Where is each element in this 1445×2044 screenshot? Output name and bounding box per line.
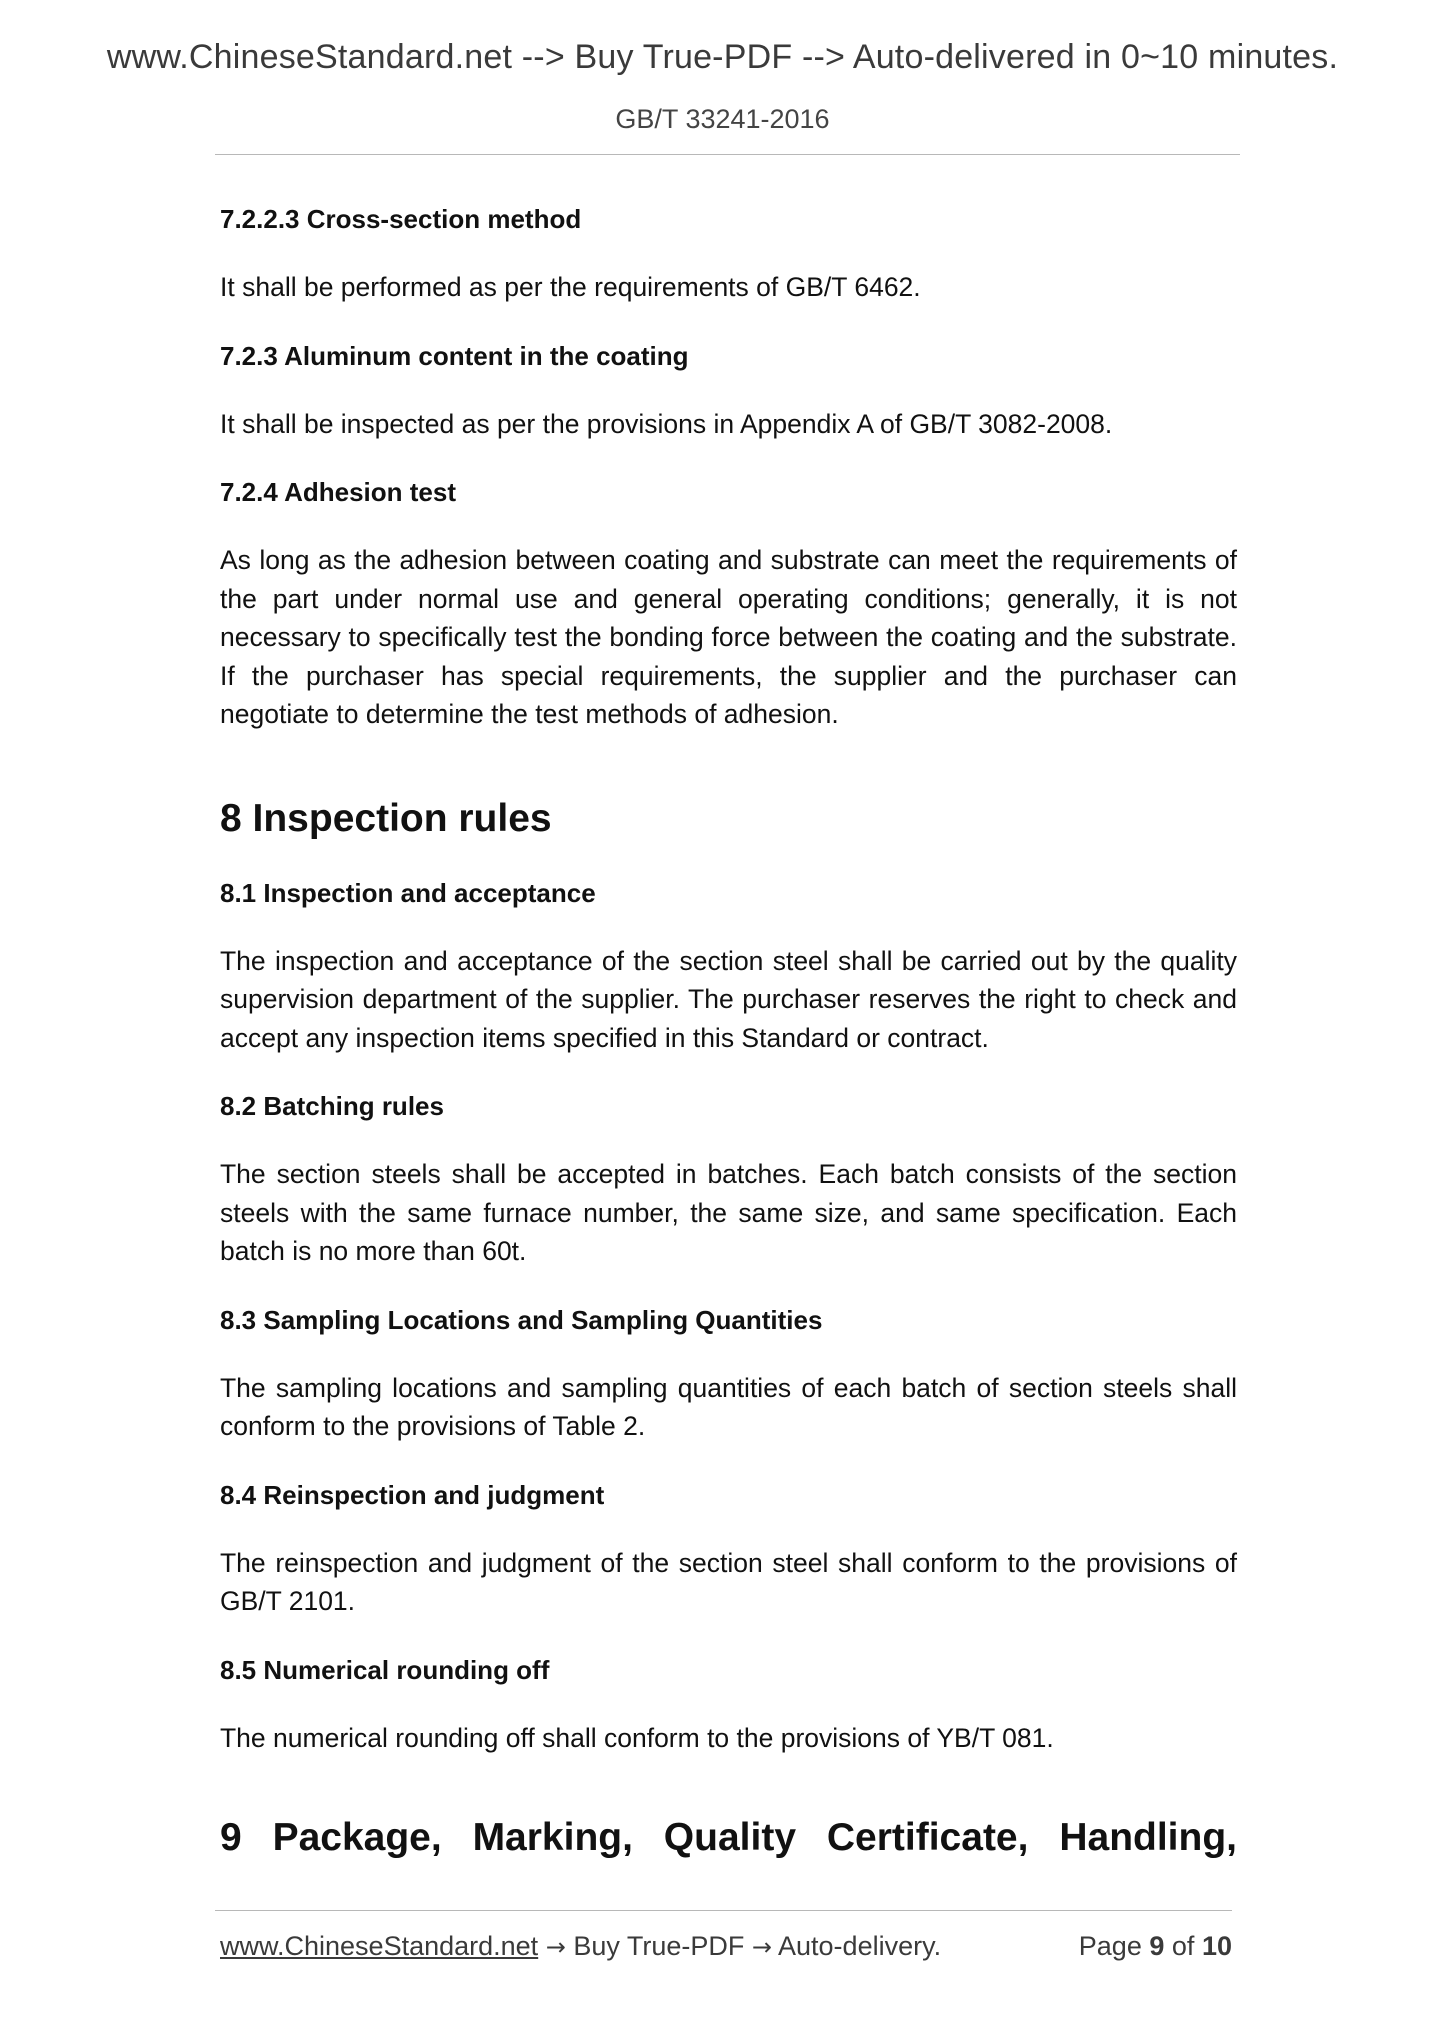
footer-delivery-text: Auto-delivery. <box>778 1931 942 1961</box>
footer-divider <box>215 1910 1232 1911</box>
current-page-number: 9 <box>1149 1931 1165 1961</box>
paragraph-8-1: The inspection and acceptance of the section steel shall be carried out by the quality supervision department of the supplier. The purchaser reserves the right to check and accept any inspection items specified in this Standard or contract. <box>220 945 1237 1053</box>
paragraph-7-2-4: As long as the adhesion between coating and substrate can meet the requirements of the part under normal use and general operating conditions; generally, it is not necessary to specifically test the bonding force between the coating and the substrate. If the purchaser has special requirements, the supplier and the purchaser can negotiate to determine the test methods of adhesion. <box>220 545 1237 729</box>
heading-8-4: 8.4 Reinspection and judgment <box>220 1479 605 1510</box>
header-divider <box>215 154 1240 155</box>
heading-7-2-4: 7.2.4 Adhesion test <box>220 477 456 507</box>
footer-promo <box>220 1928 941 1965</box>
arrow-right-icon: → <box>545 1933 566 1961</box>
footer-buy-text: Buy True-PDF <box>573 1931 745 1961</box>
site-banner: www.ChineseStandard.net --> Buy True-PDF --> Auto-delivered in 0~10 minutes. <box>106 38 1339 76</box>
heading-8-2: 8.2 Batching rules <box>220 1091 444 1121</box>
heading-7-2-2-3: 7.2.2.3 Cross-section method <box>220 204 582 234</box>
page-indicator <box>1079 1928 1232 1964</box>
heading-7-2-3: 7.2.3 Aluminum content in the coating <box>220 340 689 371</box>
heading-8: 8 Inspection rules <box>220 796 552 840</box>
total-pages-number: 10 <box>1201 1931 1232 1961</box>
paragraph-7-2-3: It shall be inspected as per the provisions in Appendix A of GB/T 3082-2008. <box>220 408 1113 439</box>
heading-8-1: 8.1 Inspection and acceptance <box>220 877 596 908</box>
document-code: GB/T 33241-2016 <box>615 104 830 134</box>
paragraph-8-4: The reinspection and judgment of the section steel shall conform to the provisions of GB/T 2101. <box>220 1547 1237 1616</box>
paragraph-8-2: The section steels shall be accepted in batches. Each batch consists of the section steels with the same furnace number, the same size, and same specification. Each batch is no more than 60t. <box>220 1159 1237 1266</box>
paragraph-8-3: The sampling locations and sampling quantities of each batch of section steels shall conform to the provisions of Table 2. <box>220 1372 1237 1441</box>
page-body <box>220 200 1237 1893</box>
arrow-right-icon: → <box>751 1933 772 1961</box>
of-label: of <box>1171 1931 1195 1961</box>
page-label: Page <box>1078 1931 1142 1961</box>
heading-8-5: 8.5 Numerical rounding off <box>220 1654 550 1685</box>
heading-9: 9 Package, Marking, Quality Certificate, Handling, <box>220 1816 1237 1859</box>
heading-8-3: 8.3 Sampling Locations and Sampling Quantities <box>220 1304 823 1335</box>
paragraph-7-2-2-3: It shall be performed as per the requirements of GB/T 6462. <box>220 272 921 302</box>
footer-site-link[interactable]: www.ChineseStandard.net <box>220 1931 539 1961</box>
paragraph-8-5: The numerical rounding off shall conform to the provisions of YB/T 081. <box>220 1722 1054 1753</box>
